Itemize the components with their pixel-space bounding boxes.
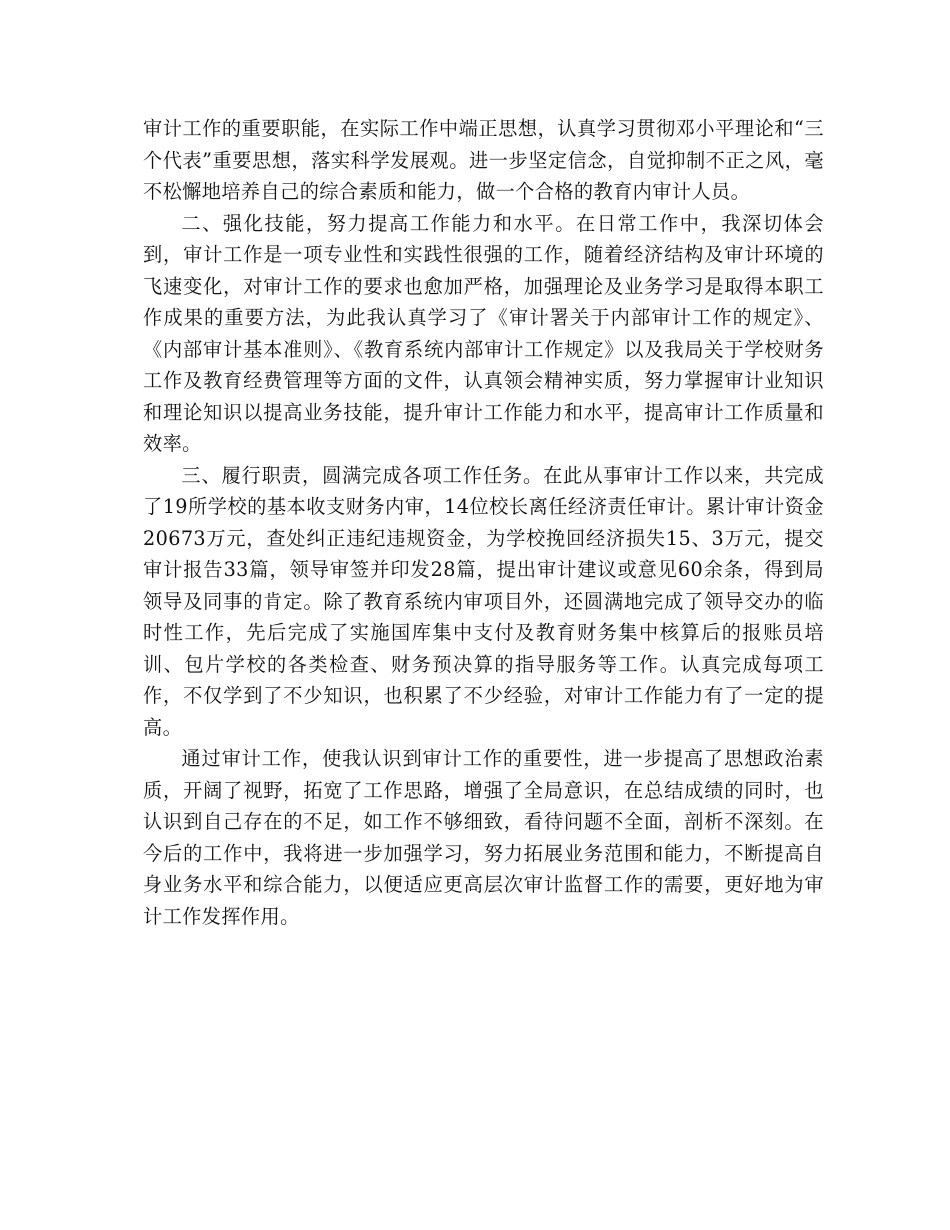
paragraph-1: 审计工作的重要职能，在实际工作中端正思想，认真学习贯彻邓小平理论和“三个代表”重要思想，落实科学发展观。进一步坚定信念，自觉抑制不正之风，毫不松懈地培养自己的综合素质和能力，做一个合格的教育内审计人员。 (143, 117, 824, 203)
document-body (143, 113, 824, 932)
paragraph-4: 通过审计工作，使我认识到审计工作的重要性，进一步提高了思想政治素质，开阔了视野，拓宽了工作思路，增强了全局意识，在总结成绩的同时，也认识到自己存在的不足，如工作不够细致，看待问题不全面，剖析不深刻。在今后的工作中，我将进一步加强学习，努力拓展业务范围和能力，不断提高自身业务水平和综合能力，以便适应更高层次审计监督工作的需要，更好地为审计工作发挥作用。 (143, 747, 824, 928)
paragraph-2: 二、强化技能，努力提高工作能力和水平。在日常工作中，我深切体会到，审计工作是一项专业性和实践性很强的工作，随着经济结构及审计环境的飞速变化，对审计工作的要求也愈加严格，加强理论及业务学习是取得本职工作成果的重要方法，为此我认真学习了《审计署关于内部审计工作的规定》、《内部审计基本准则》、《教育系统内部审计工作规定》以及我局关于学校财务工作及教育经费管理等方面的文件，认真领会精神实质，努力掌握审计业知识和理论知识以提高业务技能，提升审计工作能力和水平，提高审计工作质量和效率。 (143, 211, 824, 455)
paragraph-3: 三、履行职责，圆满完成各项工作任务。在此从事审计工作以来，共完成了19所学校的基本收支财务内审，14位校长离任经济责任审计。累计审计资金20673万元，查处纠正违纪违规资金，为学校挽回经济损失15、3万元，提交审计报告33篇，领导审签并印发28篇，提出审计建议或意见60余条，得到局领导及同事的肯定。除了教育系统内审项目外，还圆满地完成了领导交办的临时性工作，先后完成了实施国库集中支付及教育财务集中核算后的报账员培训、包片学校的各类检查、财务预决算的指导服务等工作。认真完成每项工作，不仅学到了不少知识，也积累了不少经验，对审计工作能力有了一定的提高。 (143, 463, 824, 739)
